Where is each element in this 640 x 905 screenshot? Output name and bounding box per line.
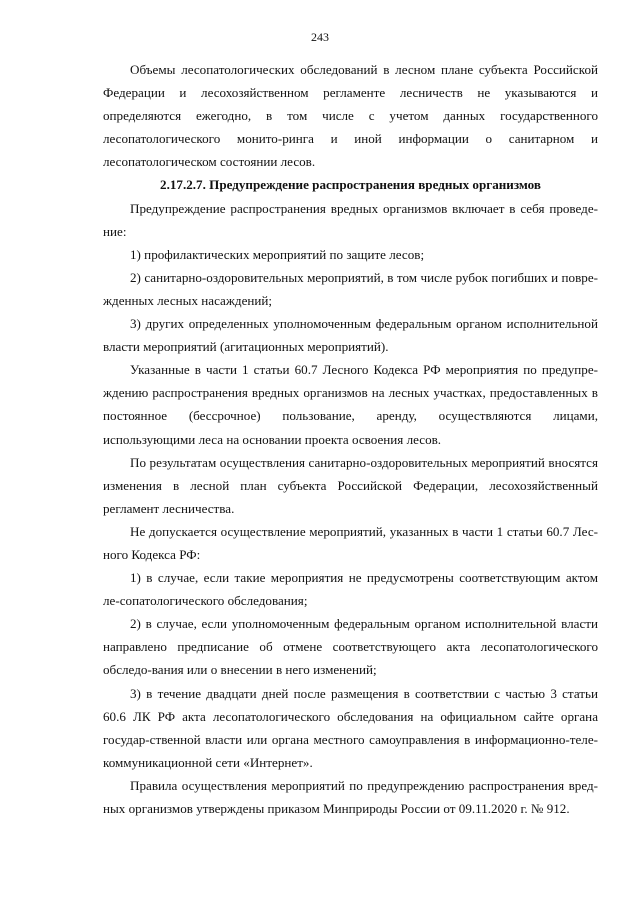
paragraph: Не допускается осуществление мероприятий, указанных в части 1 статьи 60.7 Лес-ного Кодекса РФ: bbox=[103, 523, 598, 562]
list-item: 3) в течение двадцати дней после размещения в соответствии с частью 3 статьи 60.6 ЛК РФ акта лесопатологического обследования на официальном сайте органа государ-ственной власти или органа местного самоуправления в информационно-теле-коммуникационной сети «Интернет». bbox=[103, 685, 598, 770]
list-item: 1) профилактических мероприятий по защите лесов; bbox=[130, 246, 425, 262]
list-item: 2) санитарно-оздоровительных мероприятий, в том числе рубок погибших и повре-жденных лесных насаждений; bbox=[103, 269, 598, 308]
list-item: 3) других определенных уполномоченным федеральным органом исполнительной власти мероприятий (агитационных мероприятий). bbox=[103, 316, 598, 355]
paragraph: По результатам осуществления санитарно-оздоровительных мероприятий вносятся изменения в лесной план субъекта Российской Федерации, лесохозяйственный регламент лесничества. bbox=[103, 454, 598, 516]
document-body bbox=[103, 58, 598, 820]
list-item: 2) в случае, если уполномоченным федеральным органом исполнительной власти направлено предписание об отмене соответствующего акта лесопатологического обследо-вания или о внесении в него изменений; bbox=[103, 616, 598, 678]
list-item: 1) в случае, если такие мероприятия не предусмотрены соответствующим актом ле-сопатологического обследования; bbox=[103, 570, 598, 609]
paragraph: Предупреждение распространения вредных организмов включает в себя проведе-ние: bbox=[103, 200, 598, 239]
section-heading: 2.17.2.7. Предупреждение распространения вредных организмов bbox=[160, 177, 541, 193]
page-number: 243 bbox=[311, 30, 329, 44]
paragraph-intro: Объемы лесопатологических обследований в лесном плане субъекта Российской Федерации и лесохозяйственном регламенте лесничеств не указываются и определяются ежегодно, в том числе с учетом данных государственного лесопатологического монито-ринга и иной информации о санитарном и лесопатологическом состоянии лесов. bbox=[103, 62, 598, 170]
paragraph: Правила осуществления мероприятий по предупреждению распространения вред-ных организмов утверждены приказом Минприроды России от 09.11.2020 г. № 912. bbox=[103, 777, 598, 816]
paragraph: Указанные в части 1 статьи 60.7 Лесного Кодекса РФ мероприятия по предупре-ждению распространения вредных организмов на лесных участках, предоставленных в постоянное (бессрочное) пользование, аренду, осуществляются лицами, использующими леса на основании проекта освоения лесов. bbox=[103, 362, 598, 447]
